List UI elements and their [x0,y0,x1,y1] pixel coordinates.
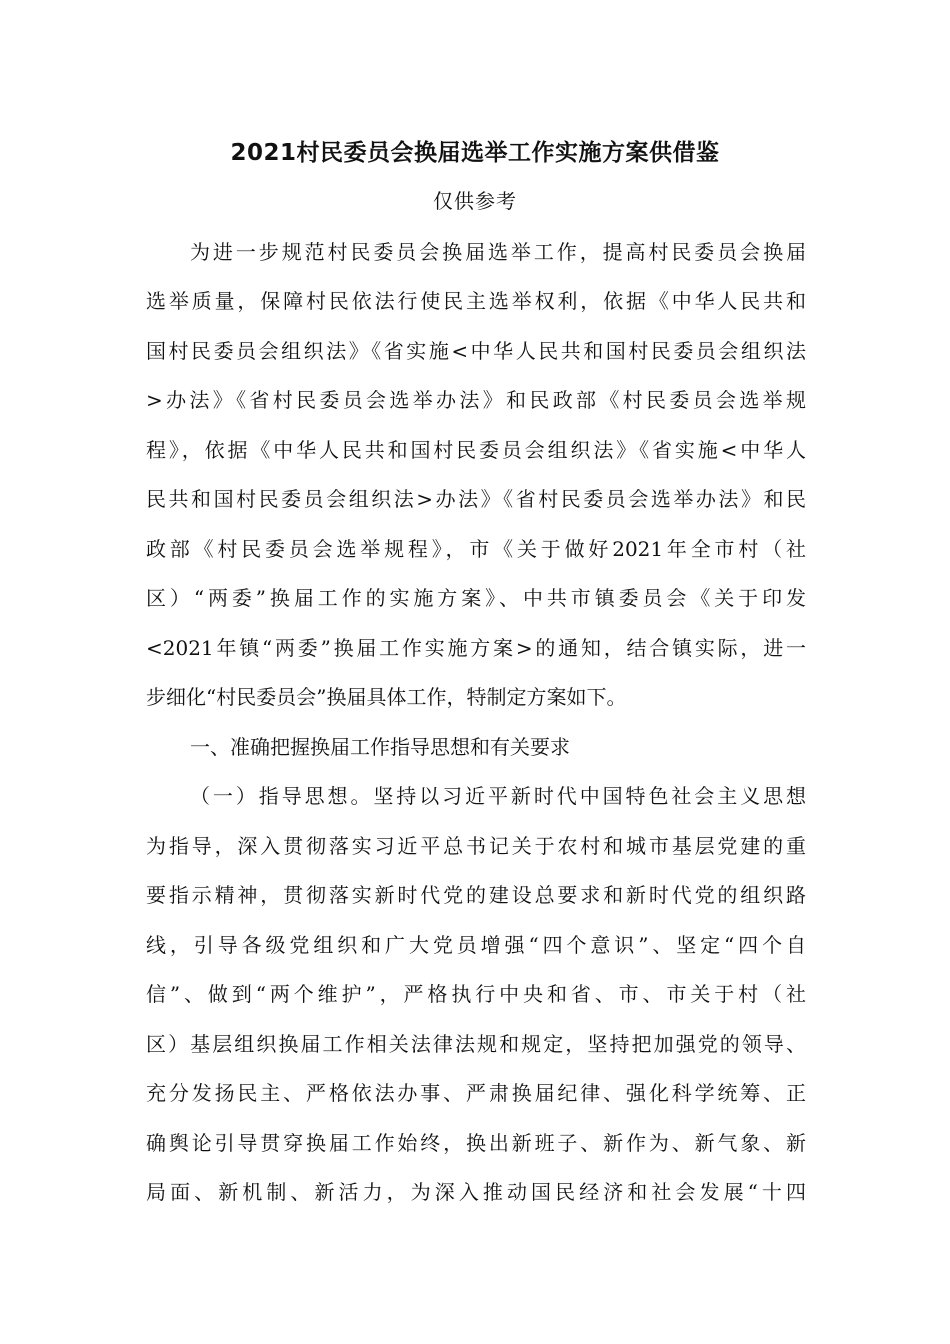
text-line: 政部《村民委员会选举规程》，市《关于做好2021年全市村（社 [146,537,806,561]
text-line: 国村民委员会组织法》《省实施<中华人民共和国村民委员会组织法 [146,339,806,363]
section-heading: 一、准确把握换届工作指导思想和有关要求 [190,735,570,759]
text-line: （一）指导思想。坚持以习近平新时代中国特色社会主义思想 [190,784,806,808]
text-line: 区）基层组织换届工作相关法律法规和规定，坚持把加强党的领导、 [146,1032,806,1056]
text-line: 充分发扬民主、严格依法办事、严肃换届纪律、强化科学统筹、正 [146,1081,806,1105]
text-line: 选举质量，保障村民依法行使民主选举权利，依据《中华人民共和 [146,289,806,313]
text-line: 程》，依据《中华人民共和国村民委员会组织法》《省实施<中华人 [146,438,806,462]
text-line: 信”、做到“两个维护”，严格执行中央和省、市、市关于村（社 [146,982,806,1006]
text-line: 确舆论引导贯穿换届工作始终，换出新班子、新作为、新气象、新 [146,1131,806,1155]
text-line: <2021年镇“两委”换届工作实施方案>的通知，结合镇实际，进一 [146,636,806,660]
text-line: 为进一步规范村民委员会换届选举工作，提高村民委员会换届 [190,240,806,264]
text-line: 要指示精神，贯彻落实新时代党的建设总要求和新时代党的组织路 [146,883,806,907]
text-line: 局面、新机制、新活力，为深入推动国民经济和社会发展“十四 [146,1180,806,1204]
document-subtitle: 仅供参考 [433,189,517,213]
text-line: 线，引导各级党组织和广大党员增强“四个意识”、坚定“四个自 [146,933,806,957]
text-line: 区）“两委”换届工作的实施方案》、中共市镇委员会《关于印发 [146,586,806,610]
text-line: >办法》《省村民委员会选举办法》和民政部《村民委员会选举规 [146,388,806,412]
text-line: 民共和国村民委员会组织法>办法》《省村民委员会选举办法》和民 [146,487,806,511]
text-line: 步细化“村民委员会”换届具体工作，特制定方案如下。 [146,685,627,709]
text-line: 为指导，深入贯彻落实习近平总书记关于农村和城市基层党建的重 [146,834,806,858]
document-title: 2021村民委员会换届选举工作实施方案供借鉴 [230,140,720,166]
